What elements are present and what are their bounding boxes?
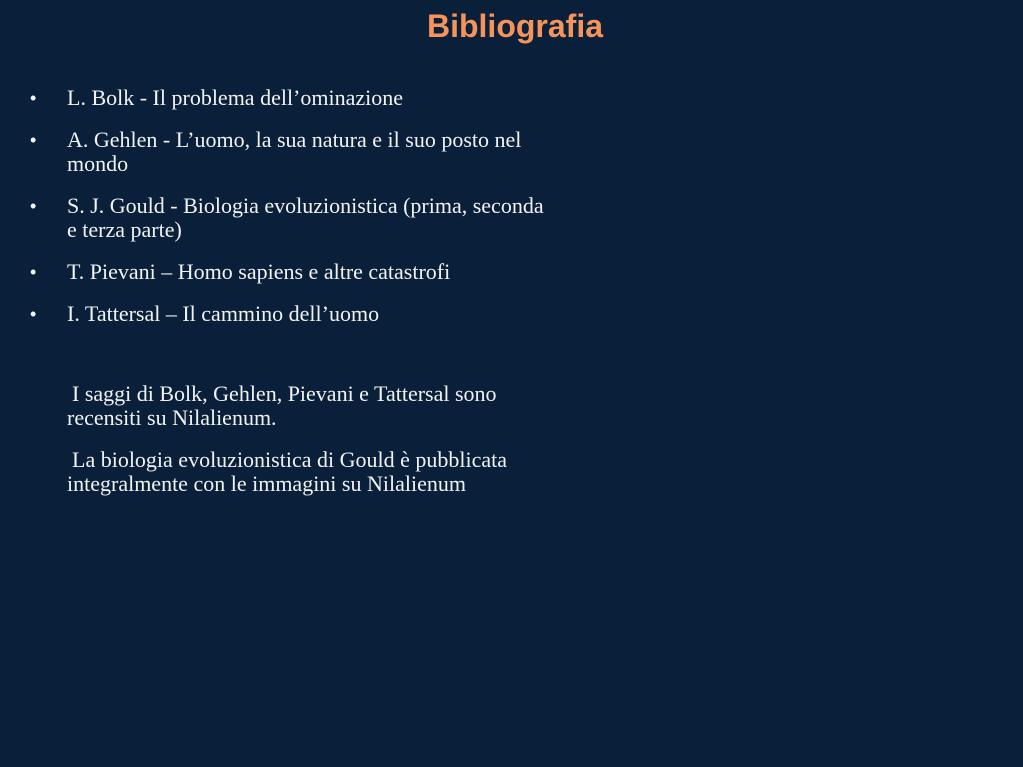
bullet-icon: •: [30, 88, 37, 108]
reference-item: [30, 260, 550, 284]
reference-item: [30, 86, 550, 110]
reference-item: [30, 194, 550, 242]
reference-text: L. Bolk - Il problema dell’ominazione: [67, 85, 404, 110]
note-paragraph: La biologia evoluzionistica di Gould è pubblicata integralmente con le immagini su Nilalienum: [67, 447, 507, 496]
reference-text: A. Gehlen - L’uomo, la sua natura e il suo posto nel mondo: [67, 127, 522, 176]
reference-list: [30, 86, 550, 326]
slide-content: [30, 86, 550, 496]
reference-item: [30, 128, 550, 176]
slide-title: Bibliografia: [426, 8, 603, 44]
reference-item: [30, 302, 550, 326]
bullet-icon: •: [30, 304, 37, 324]
bullet-icon: •: [30, 196, 37, 216]
reference-text: T. Pievani – Homo sapiens e altre catastrofi: [67, 259, 451, 284]
reference-text: I. Tattersal – Il cammino dell’uomo: [67, 301, 380, 326]
reference-text: S. J. Gould - Biologia evoluzionistica (prima, seconda e terza parte): [67, 193, 544, 242]
bullet-icon: •: [30, 262, 37, 282]
note-paragraph: I saggi di Bolk, Gehlen, Pievani e Tattersal sono recensiti su Nilalienum.: [67, 381, 497, 430]
bullet-icon: •: [30, 130, 37, 150]
